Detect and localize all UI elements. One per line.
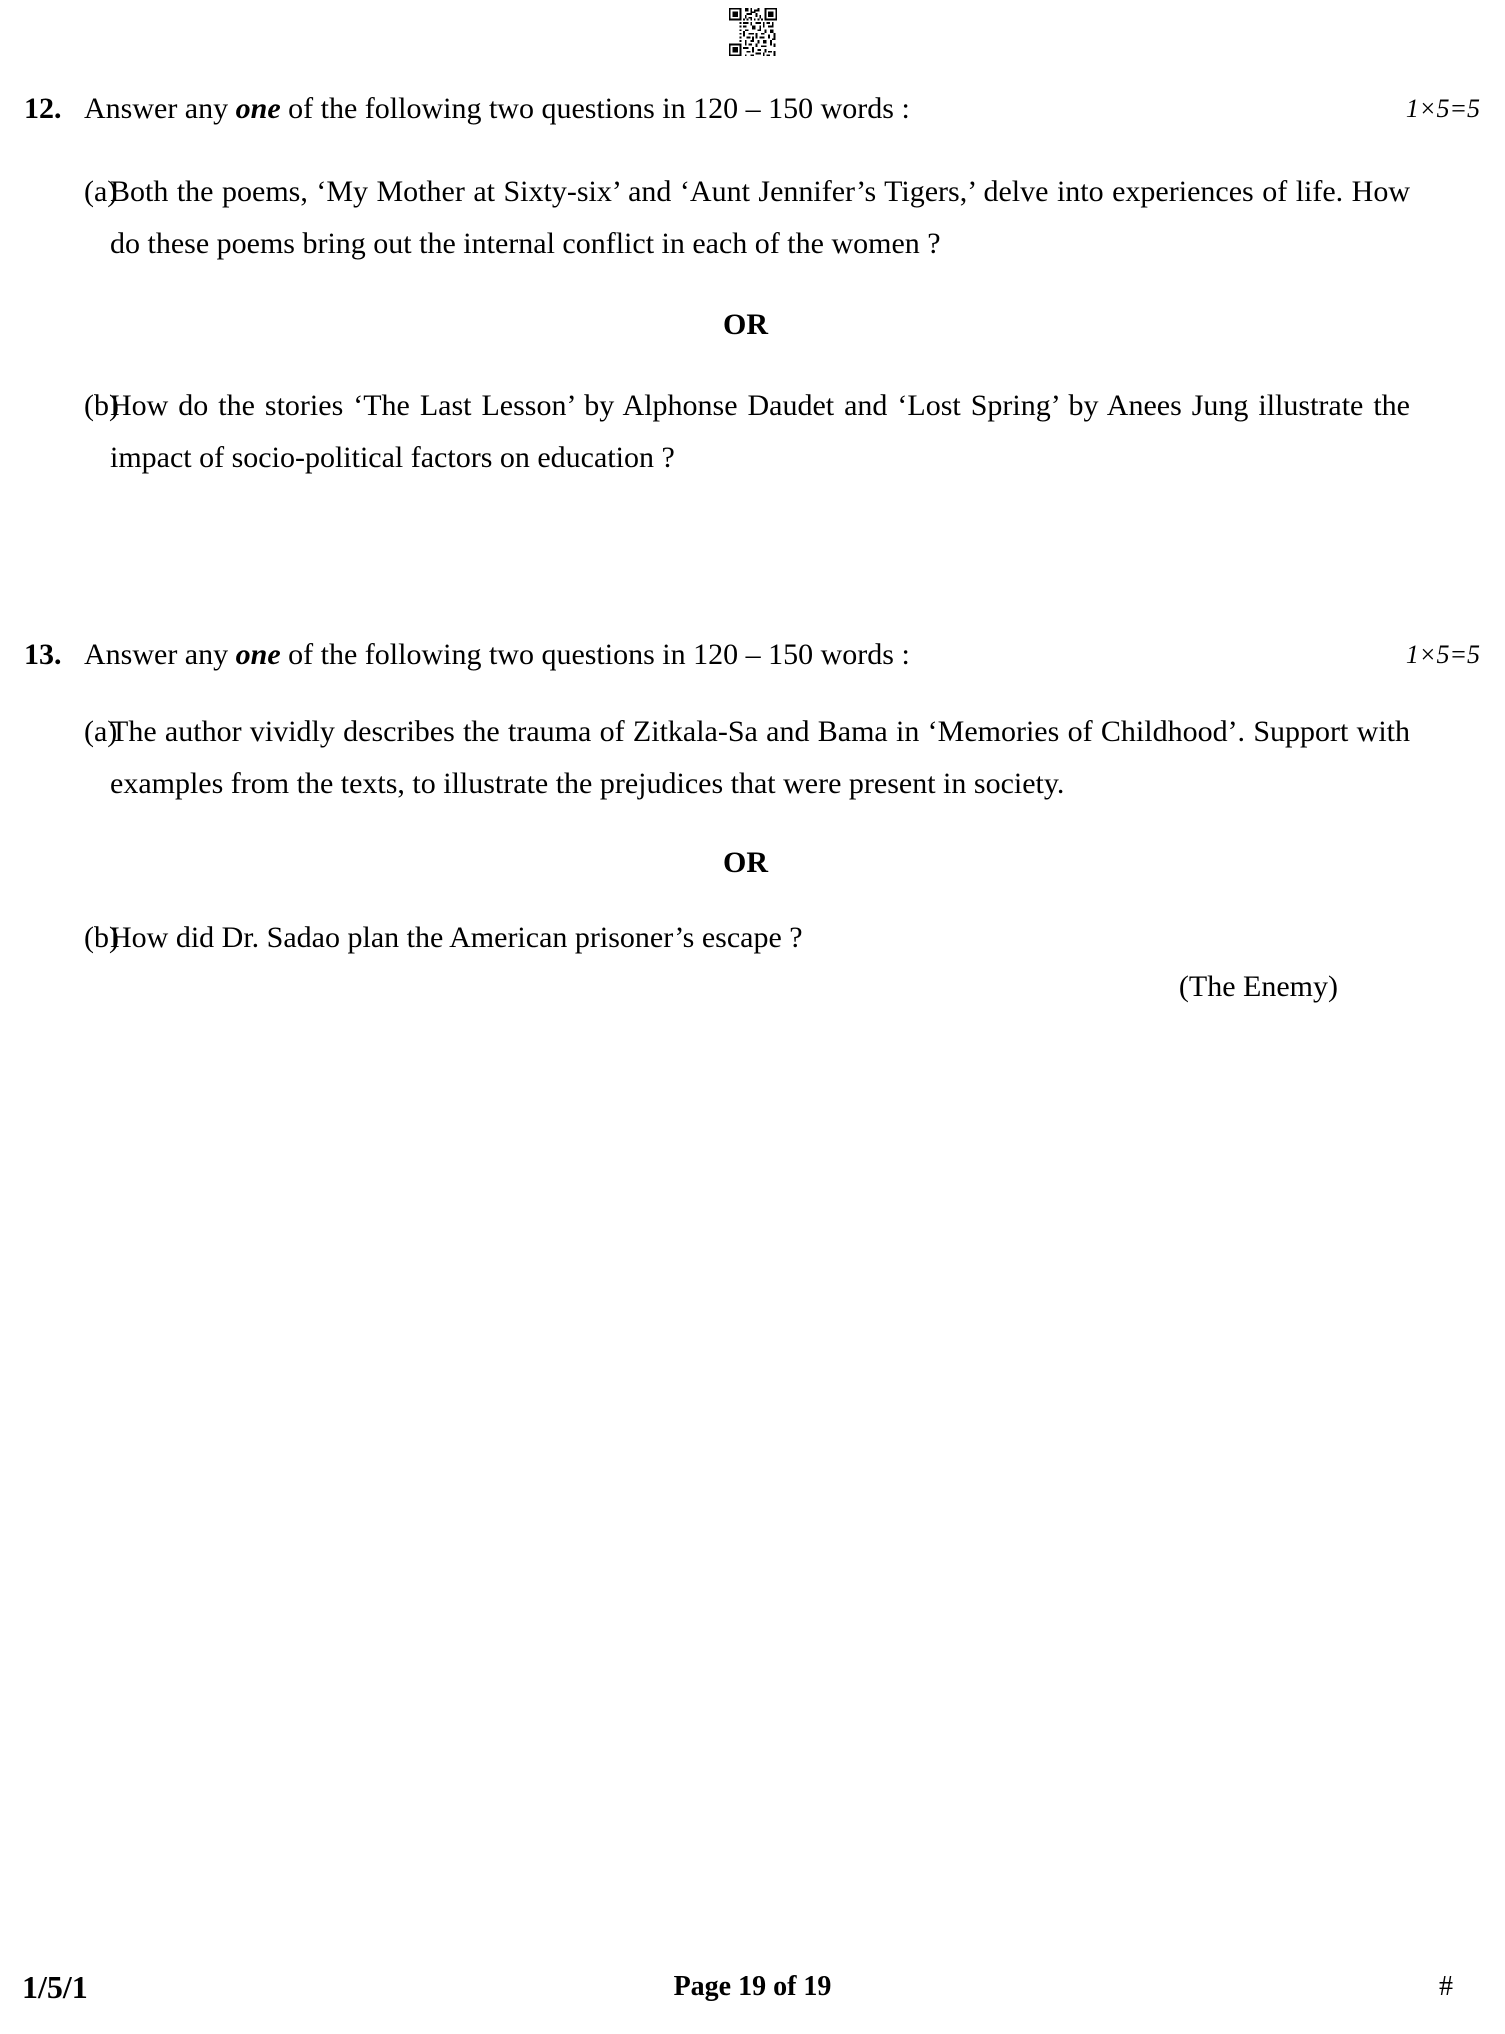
- paper-code: 1/5/1: [22, 1968, 88, 2005]
- page-footer: [22, 1964, 1483, 2010]
- question-12-part-a-text: Both the poems, ‘My Mother at Sixty-six’ and ‘Aunt Jennifer’s Tigers,’ delve into experiences of life. How do these poems bring out the internal conflict in each of the women ?: [110, 175, 1410, 260]
- question-13-header: [22, 634, 1484, 676]
- question-13-part-b-label: (b): [84, 921, 119, 954]
- question-13-part-b-attribution: (The Enemy): [1178, 970, 1338, 1003]
- question-12-part-a: [22, 166, 1484, 270]
- question-12-prompt: [84, 88, 1319, 130]
- question-12-or-divider: OR: [723, 308, 768, 341]
- question-13-part-b-text: How did Dr. Sadao plan the American prisoner’s escape ?: [110, 921, 803, 954]
- page-number-label: Page 19 of 19: [673, 1971, 832, 2002]
- question-13-part-a-body: [110, 706, 1484, 810]
- question-13-part-a-label: (a): [84, 715, 118, 748]
- qr-code-icon: [716, 6, 790, 58]
- question-13-prompt-post: of the following two questions in 120 – 150 words :: [280, 638, 910, 671]
- question-13-marks: 1×5=5: [1405, 640, 1480, 669]
- question-12-prompt-post: of the following two questions in 120 – 150 words :: [280, 92, 910, 125]
- question-13-part-a: [22, 706, 1484, 810]
- question-12-part-b-label: (b): [84, 389, 119, 422]
- question-13-number: 13.: [24, 638, 62, 671]
- question-12-number: 12.: [24, 92, 62, 125]
- question-12-part-a-label: (a): [84, 175, 118, 208]
- question-13-part-a-text: The author vividly describes the trauma of Zitkala-Sa and Bama in ‘Memories of Childhood’. Support with examples from the texts, to illustrate the prejudices that were present in society.: [110, 715, 1410, 800]
- question-12-prompt-pre: Answer any: [84, 92, 236, 125]
- question-13-part-b: [22, 912, 1484, 1010]
- question-12-part-a-body: [110, 166, 1484, 270]
- question-12-prompt-emphasis: one: [235, 92, 281, 125]
- question-12-part-b-text: How do the stories ‘The Last Lesson’ by Alphonse Daudet and ‘Lost Spring’ by Anees Jung illustrate the impact of socio-political factors on education ?: [110, 389, 1410, 474]
- qr-code-container: [0, 6, 1505, 58]
- question-13-prompt: [84, 634, 1319, 676]
- question-13-or-divider: OR: [723, 846, 768, 879]
- question-13-prompt-emphasis: one: [235, 638, 281, 671]
- question-12-part-b-body: [110, 380, 1484, 484]
- question-12-header: [22, 88, 1484, 130]
- question-13-prompt-pre: Answer any: [84, 638, 236, 671]
- question-12-part-b: [22, 380, 1484, 484]
- question-13-part-b-body: [110, 912, 1484, 1010]
- question-list: [22, 88, 1484, 1010]
- question-12-marks: 1×5=5: [1405, 94, 1480, 123]
- end-of-paper-mark: #: [1438, 1971, 1453, 2002]
